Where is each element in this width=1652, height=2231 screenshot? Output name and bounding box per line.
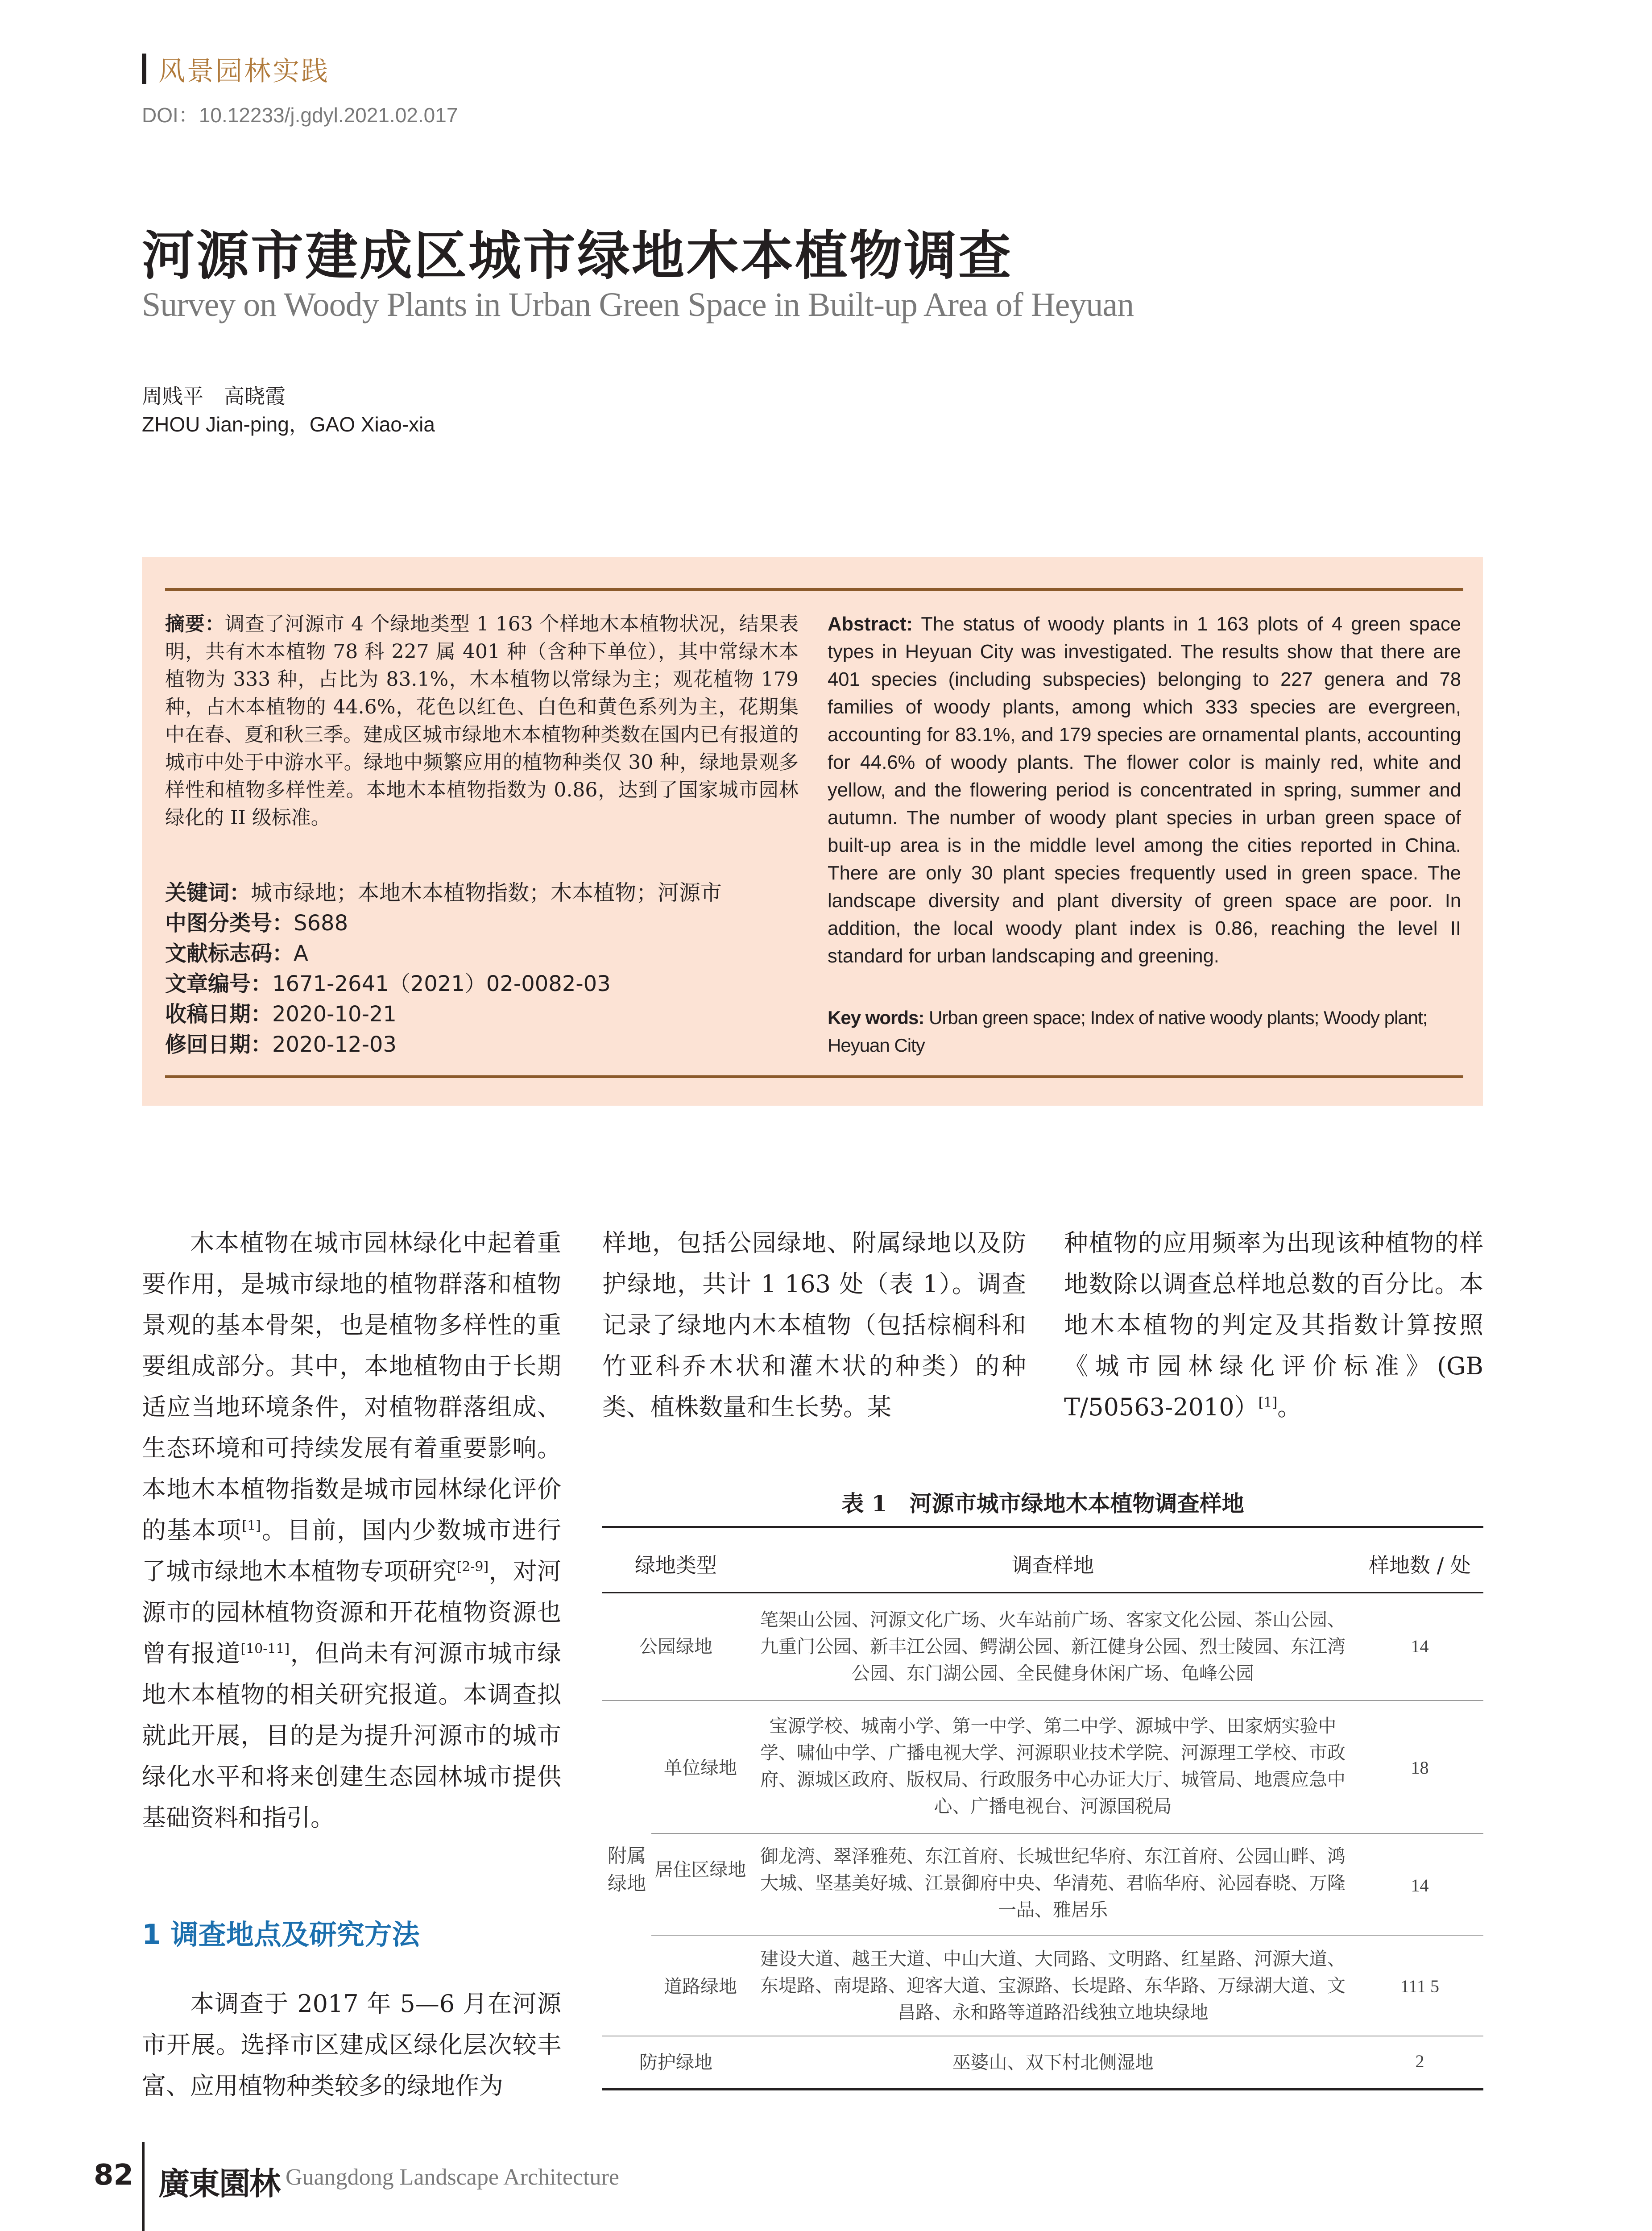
- revised-label: 修回日期：: [165, 1032, 273, 1057]
- section-heading-1: 1 调查地点及研究方法: [142, 1918, 420, 1951]
- authors-chinese: 周贱平 高晓霞: [142, 384, 286, 408]
- clc-number: [165, 906, 799, 937]
- row-residential-sites: 御龙湾、翠泽雅苑、东江首府、长城世纪华府、东江首府、公园山畔、鸿大城、坚基美好城、江景御府中央、华清苑、君临华府、沁园春晓、万隆一品、雅居乐: [760, 1845, 1346, 1920]
- abstract-en-label: Abstract:: [828, 614, 913, 635]
- row-park-sites: 笔架山公园、河源文化广场、火车站前广场、客家文化公园、茶山公园、九重门公园、新丰江公园、鳄湖公园、新江健身公园、烈士陵园、东江湾公园、东门湖公园、全民健身休闲广场、龟峰公园: [760, 1609, 1346, 1684]
- col3-text: 种植物的应用频率为出现该种植物的样地数除以调查总样地总数的百分比。本地木本植物的判定及其指数计算按照《城市园林绿化评价标准》(GB T/50563-2010）: [1064, 1229, 1483, 1421]
- row-protective-count: 2: [1415, 2051, 1424, 2071]
- row-unit-count: 18: [1411, 1758, 1429, 1778]
- row-unit-sites: 宝源学校、城南小学、第一中学、第二中学、源城中学、田家炳实验中学、啸仙中学、广播电视大学、河源职业技术学院、河源理工学校、市政府、源城区政府、版权局、行政服务中心办证大厅、城管局、地震应急中心、广播电视台、河源国税局: [760, 1715, 1346, 1817]
- row-park-type: 公园绿地: [639, 1636, 712, 1657]
- row-park-count: 14: [1411, 1636, 1429, 1656]
- keywords-cn-label: 关键词：: [165, 880, 251, 905]
- keywords-english: [828, 1004, 1461, 1059]
- abstract-rule-bottom: [165, 1075, 1463, 1078]
- clc-value: S688: [294, 911, 348, 936]
- keywords-cn-value: 城市绿地；本地木本植物指数；木本植物；河源市: [251, 880, 722, 905]
- abstract-english: [828, 610, 1461, 970]
- reference-1[interactable]: [1]: [242, 1518, 261, 1534]
- row-protective-sites: 巫婆山、双下村北侧湿地: [952, 2052, 1154, 2073]
- article-no-value: 1671-2641（2021）02-0082-03: [272, 971, 611, 996]
- row-residential-type: 居住区绿地: [654, 1859, 746, 1880]
- section-label: 风景园林实践: [158, 56, 330, 87]
- methods-text: 本调查于 2017 年 5—6 月在河源市开展。选择市区建成区绿化层次较丰富、应用植物种类较多的绿地作为: [142, 1990, 561, 2100]
- body-column-1: [142, 1223, 561, 1838]
- abstract-cn-label: 摘要：: [165, 613, 225, 635]
- table-bottom-rule: [602, 2088, 1483, 2090]
- table-header-rule: [602, 1592, 1483, 1593]
- reference-4[interactable]: [1]: [1258, 1395, 1278, 1410]
- row-road-sites: 建设大道、越王大道、中山大道、大同路、文明路、红星路、河源大道、东堤路、南堤路、迎客大道、宝源路、长堤路、东华路、万绿湖大道、文昌路、永和路等道路沿线独立地块绿地: [760, 1948, 1346, 2023]
- article-number: [165, 966, 799, 997]
- doc-code-label: 文献标志码：: [165, 941, 294, 966]
- journal-logo: 廣東園林: [158, 2165, 280, 2202]
- document-code: [165, 936, 799, 967]
- table-row-divider: [651, 1935, 1483, 1936]
- row-road-type: 道路绿地: [664, 1976, 737, 1997]
- row-protective-type: 防护绿地: [639, 2052, 712, 2073]
- received-date: [165, 997, 799, 1028]
- keywords-cn: [165, 875, 799, 906]
- group-label-line1: 附属: [608, 1845, 646, 1867]
- keywords-en-value: Urban green space; Index of native woody plants; Woody plant; Heyuan City: [828, 1007, 1428, 1056]
- intro-text-2: 。目前，国内少数城市进行了城市绿地木本植物专项研究: [142, 1516, 561, 1585]
- page-number: 82: [94, 2159, 134, 2192]
- abstract-en-text: The status of woody plants in 1 163 plots of 4 green space types in Heyuan City was investigated. The results show that there are 401 species (including subspecies) belonging to 227 genera and 78 families of woody plants, among which 333 species are evergreen, accounting for 83.1%, and 179 species are ornamental plants, accounting for 44.6% of woody plants. The flower color is mainly red, white and yellow, and the flowering period is concentrated in spring, summer and autumn. The number of woody plant species in urban green space of built-up area is in the middle level among the cities reported in China. There are only 30 plant species frequently used in green space. The landscape diversity and plant diversity of green space are poor. In addition, the local woody plant index is 0.86, reaching the level II standard for urban landscaping and greening.: [828, 614, 1461, 967]
- abstract-rule-top: [165, 588, 1463, 591]
- footer-bar: [142, 2142, 145, 2231]
- table-caption: 表 1 河源市城市绿地木本植物调查样地: [841, 1490, 1244, 1517]
- section-bar: [142, 54, 146, 84]
- reference-3[interactable]: [10-11]: [240, 1641, 290, 1657]
- revised-date: [165, 1027, 799, 1058]
- col3-text-end: 。: [1277, 1393, 1302, 1421]
- table-row-divider: [651, 1833, 1483, 1834]
- table-header-sites: 调查样地: [1012, 1553, 1094, 1577]
- received-value: 2020-10-21: [272, 1002, 397, 1027]
- body-column-3: [1064, 1223, 1483, 1428]
- title-english: Survey on Woody Plants in Urban Green Space in Built-up Area of Heyuan: [142, 286, 1134, 323]
- body-column-2: 样地，包括公园绿地、附属绿地以及防护绿地，共计 1 163 处（表 1）。调查记录了绿地内木本植物（包括棕榈科和竹亚科乔木状和灌木状的种类）的种类、植株数量和生长势。某: [602, 1229, 1026, 1421]
- row-residential-count: 14: [1411, 1875, 1429, 1895]
- table-header-count: 样地数 / 处: [1369, 1553, 1471, 1577]
- intro-text-1: 木本植物在城市园林绿化中起着重要作用，是城市绿地的植物群落和植物景观的基本骨架，也是植物多样性的重要组成部分。其中，本地植物由于长期适应当地环境条件，对植物群落组成、生态环境和可持续发展有着重要影响。本地木本植物指数是城市园林绿化评价的基本项: [142, 1229, 561, 1544]
- clc-label: 中图分类号：: [165, 911, 294, 936]
- journal-name: Guangdong Landscape Architecture: [286, 2165, 619, 2190]
- article-no-label: 文章编号：: [165, 971, 273, 996]
- doi[interactable]: DOI：10.12233/j.gdyl.2021.02.017: [142, 104, 458, 127]
- intro-text-4: ，但尚未有河源市城市绿地木本植物的相关研究报道。本调查拟就此开展，目的是为提升河源市的城市绿化水平和将来创建生态园林城市提供基础资料和指引。: [142, 1639, 562, 1832]
- abstract-cn-text: 调查了河源市 4 个绿地类型 1 163 个样地木本植物状况，结果表明，共有木本植物 78 科 227 属 401 种（含种下单位），其中常绿木本植物为 333 种，占比为 83.1%，木本植物以常绿为主；观花植物 179 种，占木本植物的 44.6%，花色以红色、白色和黄色系列为主，花期集中在春、夏和秋三季。建成区城市绿地木本植物种类数在国内已有报道的城市中处于中游水平。绿地中频繁应用的植物种类仅 30 种，绿地景观多样性和植物多样性差。本地木本植物指数为 0.86，达到了国家城市园林绿化的 II 级标准。: [165, 613, 799, 829]
- intro-text-3: ，对河源市的园林植物资源和开花植物资源也曾有报道: [142, 1557, 562, 1667]
- table-top-rule: [602, 1526, 1483, 1528]
- doc-code-value: A: [294, 941, 308, 966]
- reference-2[interactable]: [2-9]: [456, 1559, 489, 1575]
- table-row-divider: [602, 1700, 1483, 1701]
- keywords-en-label: Key words:: [828, 1007, 924, 1028]
- abstract-chinese: [165, 610, 799, 832]
- title-chinese: 河源市建成区城市绿地木本植物调查: [142, 225, 1013, 286]
- row-road-count: 111 5: [1400, 1976, 1440, 1996]
- authors-english: ZHOU Jian-ping，GAO Xiao-xia: [142, 413, 435, 436]
- revised-value: 2020-12-03: [272, 1032, 397, 1057]
- group-label-line2: 绿地: [608, 1873, 646, 1895]
- received-label: 收稿日期：: [165, 1002, 273, 1027]
- table-header-type: 绿地类型: [635, 1553, 717, 1577]
- row-unit-type: 单位绿地: [664, 1757, 737, 1779]
